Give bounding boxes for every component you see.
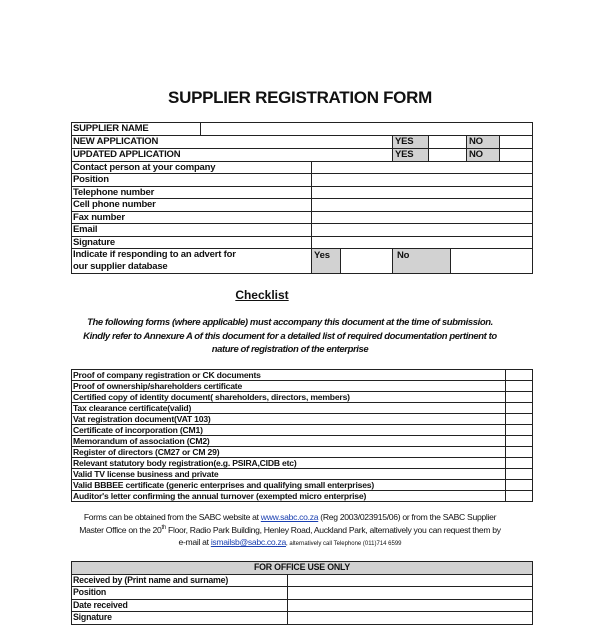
checklist-item: Certificate of incorporation (CM1): [72, 425, 506, 436]
checklist-row: [72, 436, 533, 447]
cellphone-field[interactable]: [312, 199, 533, 212]
updated-no-field[interactable]: [499, 149, 532, 161]
checklist-checkbox[interactable]: [506, 414, 533, 425]
table-row: [72, 161, 533, 174]
advert-yes-field[interactable]: [341, 249, 393, 274]
email-field[interactable]: [312, 224, 533, 237]
intro-line: Kindly refer to Annexure A of this document for a detailed list of required documentation pertinent to: [83, 330, 497, 342]
checklist-item: Valid BBBEE certificate (generic enterprises and qualifying small enterprises): [72, 480, 506, 491]
checklist-item: Memorandum of association (CM2): [72, 436, 506, 447]
checklist-row: [72, 414, 533, 425]
table-row: [72, 123, 533, 136]
new-no-field[interactable]: [499, 136, 532, 148]
email-link[interactable]: ismailsb@sabc.co.za: [210, 537, 286, 547]
table-row: [72, 148, 533, 161]
checklist-checkbox[interactable]: [506, 370, 533, 381]
advert-no-label: No: [393, 249, 451, 274]
supplier-name-field[interactable]: [201, 123, 533, 136]
advert-label-line: Indicate if responding to an advert for: [73, 249, 236, 260]
office-use-header: FOR OFFICE USE ONLY: [72, 562, 533, 575]
yes-label: YES: [392, 149, 428, 161]
office-position-field[interactable]: [288, 587, 533, 600]
checklist-row: [72, 392, 533, 403]
contact-person-field[interactable]: [312, 161, 533, 174]
checklist-item: Certified copy of identity document( shareholders, directors, members): [72, 392, 506, 403]
checklist-table: [71, 369, 533, 502]
advert-no-field[interactable]: [451, 249, 533, 274]
advert-yes-label: Yes: [312, 249, 341, 274]
table-row: [72, 135, 533, 148]
footer-text-part: (Reg 2003/023915/06) or from the SABC Supplier: [318, 512, 497, 522]
field-label: Date received: [72, 599, 288, 612]
field-label: Fax number: [72, 211, 312, 224]
checklist-row: [72, 469, 533, 480]
checklist-checkbox[interactable]: [506, 458, 533, 469]
updated-application-row: [72, 148, 533, 161]
date-received-field[interactable]: [288, 599, 533, 612]
checklist-row: [72, 480, 533, 491]
checklist-item: Register of directors (CM27 or CM 29): [72, 447, 506, 458]
field-label: Received by (Print name and surname): [72, 574, 288, 587]
table-row: [72, 574, 533, 587]
position-field[interactable]: [312, 174, 533, 187]
page-title: SUPPLIER REGISTRATION FORM: [168, 88, 432, 107]
table-row: [72, 199, 533, 212]
no-label: NO: [466, 149, 499, 161]
field-label: Position: [72, 174, 312, 187]
advert-label-line: our supplier database: [73, 261, 168, 272]
signature-field[interactable]: [312, 236, 533, 249]
intro-line: The following forms (where applicable) must accompany this document at the time of submission.: [87, 317, 493, 328]
new-application-row: [72, 135, 533, 148]
table-row: [72, 174, 533, 187]
footer-text-part: Floor, Radio Park Building, Henley Road, Auckland Park, alternatively you can request them by: [165, 524, 501, 535]
checklist-row: [72, 381, 533, 392]
telephone-field[interactable]: [312, 186, 533, 199]
table-row: [72, 224, 533, 237]
fax-field[interactable]: [312, 211, 533, 224]
checklist-item: Relevant statutory body registration(e.g. PSIRA,CIDB etc): [72, 458, 506, 469]
supplier-name-label: SUPPLIER NAME: [72, 123, 201, 136]
updated-yes-field[interactable]: [428, 149, 466, 161]
checklist-checkbox[interactable]: [506, 491, 533, 502]
checklist-title: Checklist: [235, 288, 289, 302]
field-label: Email: [72, 224, 312, 237]
checklist-item: Vat registration document(VAT 103): [72, 414, 506, 425]
checklist-row: [72, 403, 533, 414]
field-label: Cell phone number: [72, 199, 312, 212]
footer-text-part: e-mail at: [178, 537, 211, 547]
advert-label: [72, 249, 312, 274]
checklist-checkbox[interactable]: [506, 381, 533, 392]
office-use-table: [71, 561, 533, 625]
checklist-row: [72, 425, 533, 436]
table-row: [72, 249, 533, 274]
checklist-intro: [10, 316, 570, 357]
footer-text-part: Forms can be obtained from the SABC website at: [83, 512, 261, 522]
checklist-row: [72, 458, 533, 469]
field-label: Contact person at your company: [72, 161, 312, 174]
new-application-label: NEW APPLICATION: [73, 135, 159, 147]
website-link[interactable]: www.sabc.co.za: [260, 512, 319, 522]
checklist-checkbox[interactable]: [506, 403, 533, 414]
footer-text-part: Master Office on the 20: [79, 524, 162, 535]
checklist-item: Proof of ownership/shareholders certificate: [72, 381, 506, 392]
phone-text: , alternatively call Telephone (011)714 6599: [285, 541, 402, 547]
checklist-row: [72, 491, 533, 502]
updated-application-label: UPDATED APPLICATION: [73, 148, 181, 160]
yes-label: YES: [392, 136, 428, 148]
field-label: Telephone number: [72, 186, 312, 199]
checklist-item: Tax clearance certificate(valid): [72, 403, 506, 414]
footer-text: [10, 511, 570, 551]
checklist-row: [72, 447, 533, 458]
table-row: [72, 587, 533, 600]
table-row: [72, 236, 533, 249]
no-label: NO: [466, 136, 499, 148]
intro-line: nature of registration of the enterprise: [211, 344, 369, 355]
new-yes-field[interactable]: [428, 136, 466, 148]
checklist-item: Valid TV license business and private: [72, 469, 506, 480]
table-row: [72, 562, 533, 575]
field-label: Signature: [72, 612, 288, 625]
superscript: th: [161, 524, 166, 531]
received-by-field[interactable]: [288, 574, 533, 587]
supplier-details-table: [71, 122, 533, 274]
table-row: [72, 599, 533, 612]
checklist-row: [72, 370, 533, 381]
checklist-checkbox[interactable]: [506, 480, 533, 491]
office-signature-field[interactable]: [288, 612, 533, 625]
checklist-checkbox[interactable]: [506, 469, 533, 480]
checklist-checkbox[interactable]: [506, 436, 533, 447]
field-label: Position: [72, 587, 288, 600]
checklist-checkbox[interactable]: [506, 392, 533, 403]
checklist-checkbox[interactable]: [506, 447, 533, 458]
checklist-item: Proof of company registration or CK documents: [72, 370, 506, 381]
checklist-checkbox[interactable]: [506, 425, 533, 436]
checklist-item: Auditor's letter confirming the annual turnover (exempted micro enterprise): [72, 491, 506, 502]
table-row: [72, 186, 533, 199]
table-row: [72, 612, 533, 625]
table-row: [72, 211, 533, 224]
field-label: Signature: [72, 236, 312, 249]
